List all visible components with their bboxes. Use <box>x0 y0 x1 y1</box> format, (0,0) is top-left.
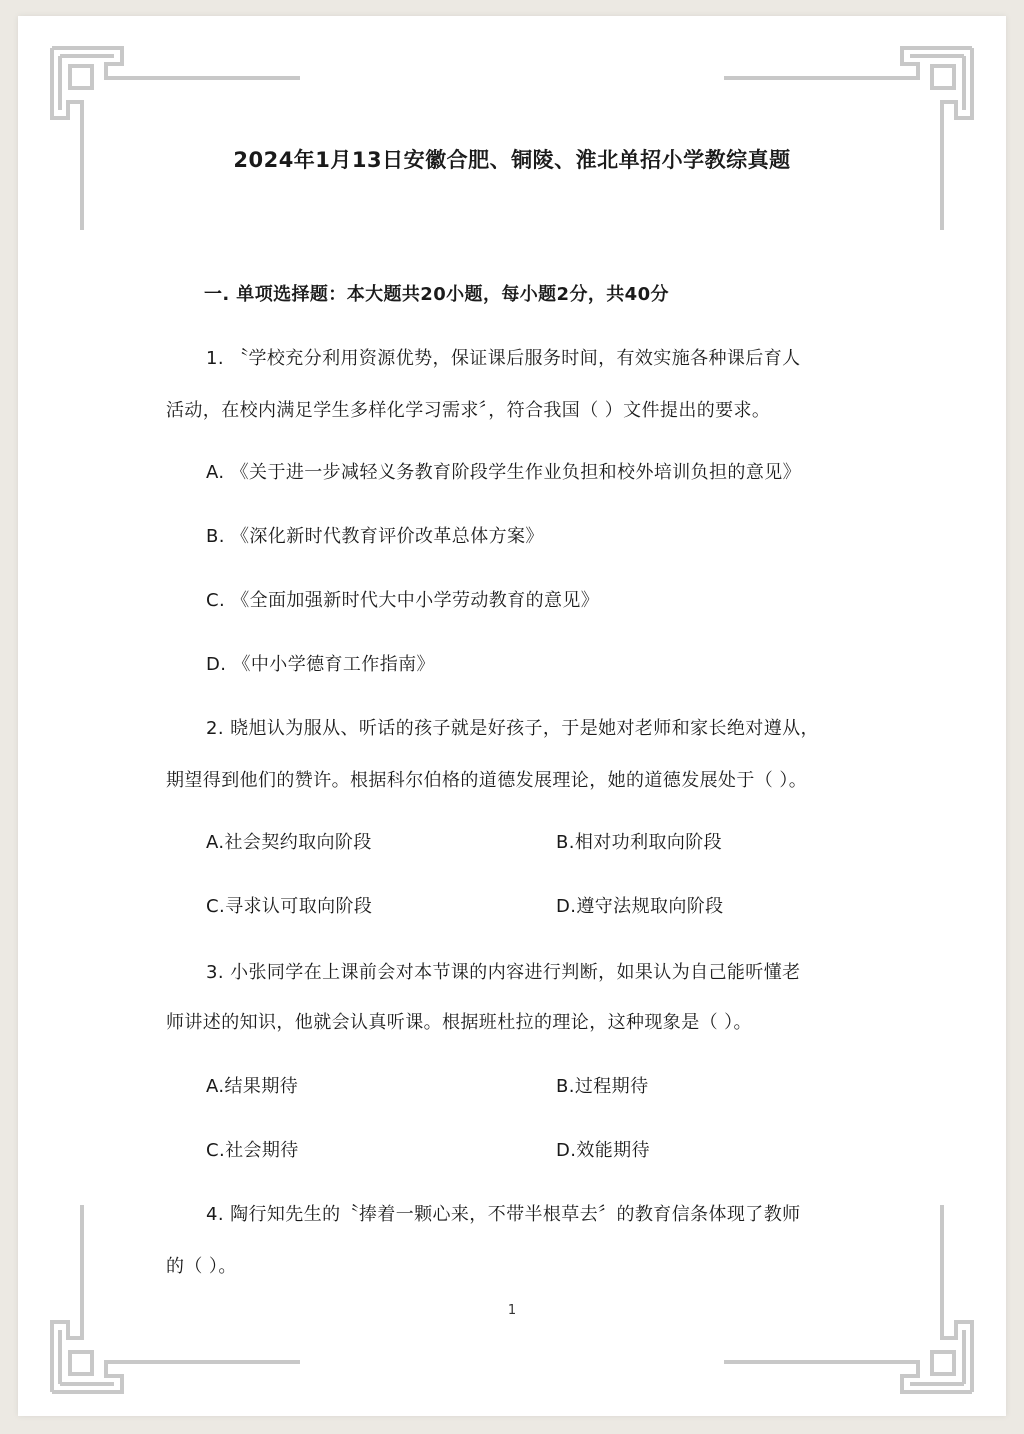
question-1-option-b: B. 《深化新时代教育评价改革总体方案》 <box>206 526 544 547</box>
question-3-option-c: C.社会期待 <box>206 1140 299 1161</box>
question-1-option-c: C. 《全面加强新时代大中小学劳动教育的意见》 <box>206 590 600 611</box>
question-4-stem-line-2: 的（ ）。 <box>166 1256 237 1277</box>
question-3-stem-line-2: 师讲述的知识，他就会认真听课。根据班杜拉的理论，这种现象是（ ）。 <box>166 1012 752 1033</box>
question-2-option-d: D.遵守法规取向阶段 <box>556 896 724 917</box>
question-1-stem-line-2: 活动，在校内满足学生多样化学习需求〞，符合我国（ ）文件提出的要求。 <box>166 400 771 421</box>
question-1-stem-line-1: 1. 〝学校充分利用资源优势，保证课后服务时间，有效实施各种课后育人 <box>206 348 801 369</box>
question-2-stem-line-2: 期望得到他们的赞许。根据科尔伯格的道德发展理论，她的道德发展处于（ ）。 <box>166 770 808 791</box>
question-1-option-a: A. 《关于进一步减轻义务教育阶段学生作业负担和校外培训负担的意见》 <box>206 462 802 483</box>
question-3-option-d: D.效能期待 <box>556 1140 650 1161</box>
question-2-option-a: A.社会契约取向阶段 <box>206 832 372 853</box>
question-3-stem-line-1: 3. 小张同学在上课前会对本节课的内容进行判断，如果认为自己能听懂老 <box>206 962 801 983</box>
question-2-option-c: C.寻求认可取向阶段 <box>206 896 373 917</box>
section-heading: 一. 单项选择题：本大题共20小题，每小题2分，共40分 <box>204 284 669 305</box>
question-2-option-b: B.相对功利取向阶段 <box>556 832 723 853</box>
question-3-option-b: B.过程期待 <box>556 1076 649 1097</box>
question-4-stem-line-1: 4. 陶行知先生的〝捧着一颗心来，不带半根草去〞的教育信条体现了教师 <box>206 1204 801 1225</box>
page-number: 1 <box>507 1303 517 1318</box>
question-2-stem-line-1: 2. 晓旭认为服从、听话的孩子就是好孩子，于是她对老师和家长绝对遵从， <box>206 718 819 739</box>
question-3-option-a: A.结果期待 <box>206 1076 299 1097</box>
question-1-option-d: D. 《中小学德育工作指南》 <box>206 654 435 675</box>
page-title: 2024年1月13日安徽合肥、铜陵、淮北单招小学教综真题 <box>233 148 791 172</box>
